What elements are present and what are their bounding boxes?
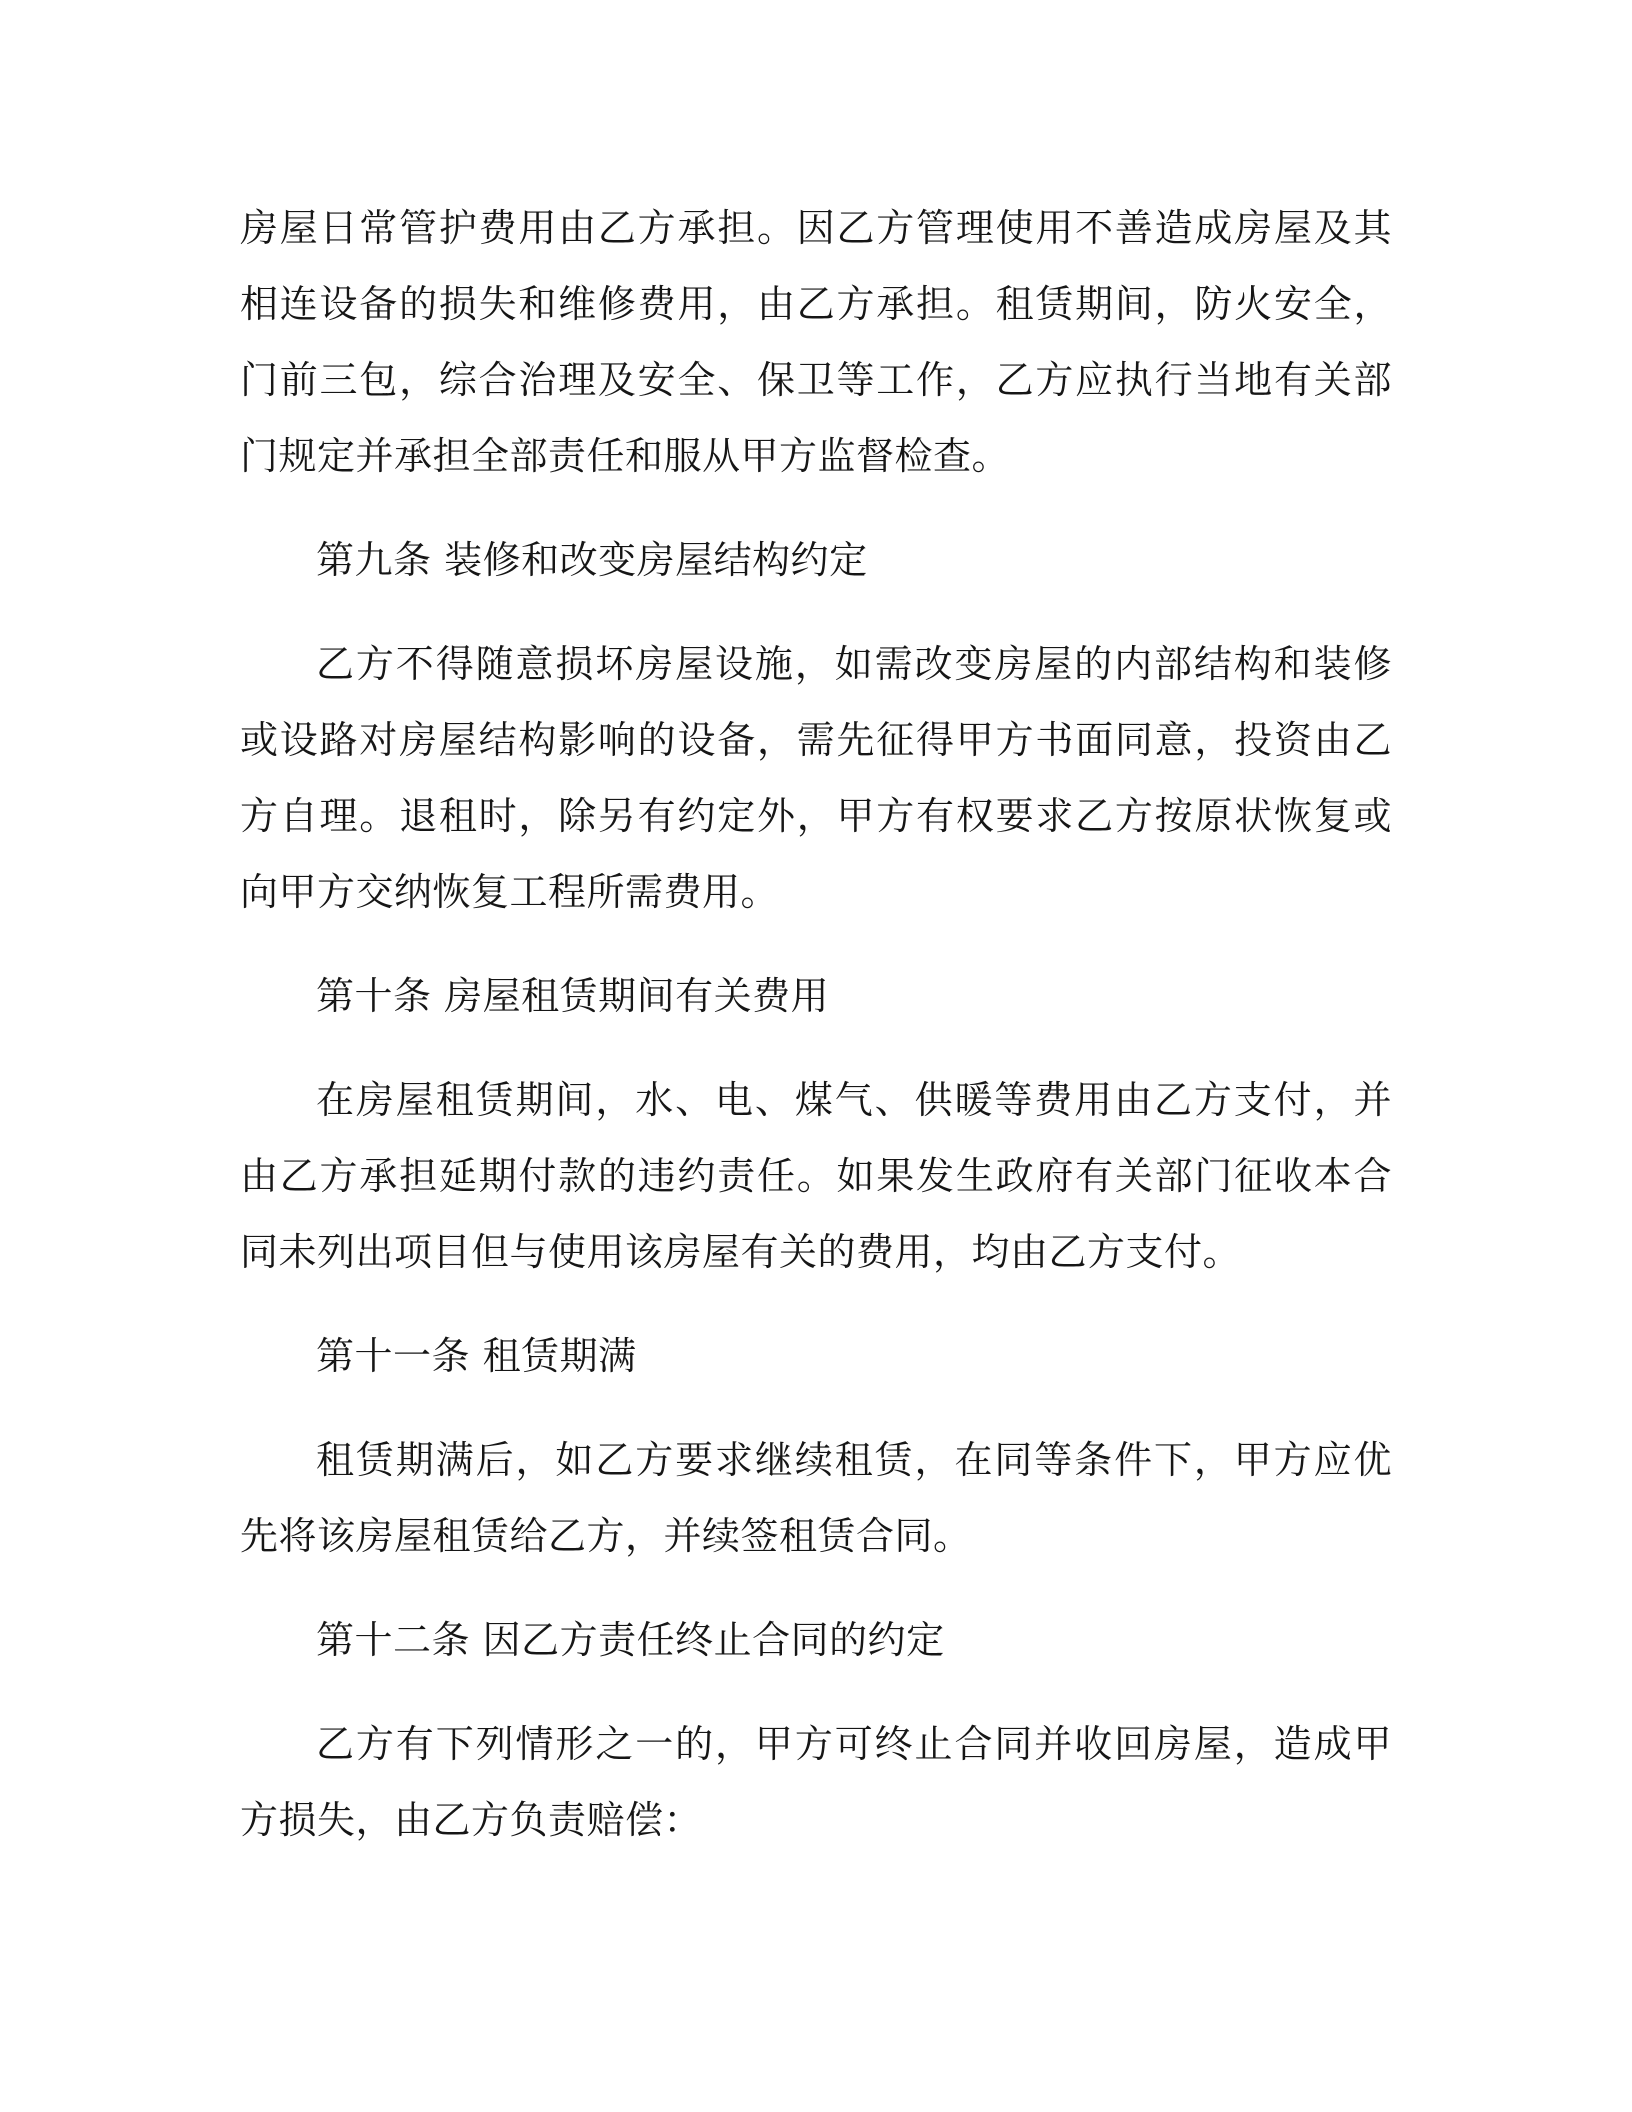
paragraph-rental-fees: 在房屋租赁期间，水、电、煤气、供暖等费用由乙方支付，并由乙方承担延期付款的违约责任。如果发生政府有关部门征收本合同未列出项目但与使用该房屋有关的费用，均由乙方支付。 bbox=[240, 1078, 1392, 1274]
heading-article-10: 第十条 房屋租赁期间有关费用 bbox=[316, 974, 830, 1018]
heading-article-12: 第十二条 因乙方责任终止合同的约定 bbox=[316, 1618, 945, 1662]
paragraph-lease-expiry: 租赁期满后，如乙方要求继续租赁，在同等条件下，甲方应优先将该房屋租赁给乙方，并续签租赁合同。 bbox=[240, 1438, 1392, 1558]
paragraph-termination: 乙方有下列情形之一的，甲方可终止合同并收回房屋，造成甲方损失，由乙方负责赔偿： bbox=[240, 1722, 1392, 1842]
paragraph-maintenance-costs: 房屋日常管护费用由乙方承担。因乙方管理使用不善造成房屋及其相连设备的损失和维修费用，由乙方承担。租赁期间，防火安全，门前三包，综合治理及安全、保卫等工作，乙方应执行当地有关部门规定并承担全部责任和服从甲方监督检查。 bbox=[240, 206, 1392, 478]
heading-article-11: 第十一条 租赁期满 bbox=[316, 1334, 637, 1378]
paragraph-renovation: 乙方不得随意损坏房屋设施，如需改变房屋的内部结构和装修或设路对房屋结构影响的设备，需先征得甲方书面同意，投资由乙方自理。退租时，除另有约定外，甲方有权要求乙方按原状恢复或向甲方交纳恢复工程所需费用。 bbox=[240, 642, 1392, 914]
heading-article-9: 第九条 装修和改变房屋结构约定 bbox=[316, 538, 868, 582]
document-body bbox=[240, 190, 1392, 1886]
